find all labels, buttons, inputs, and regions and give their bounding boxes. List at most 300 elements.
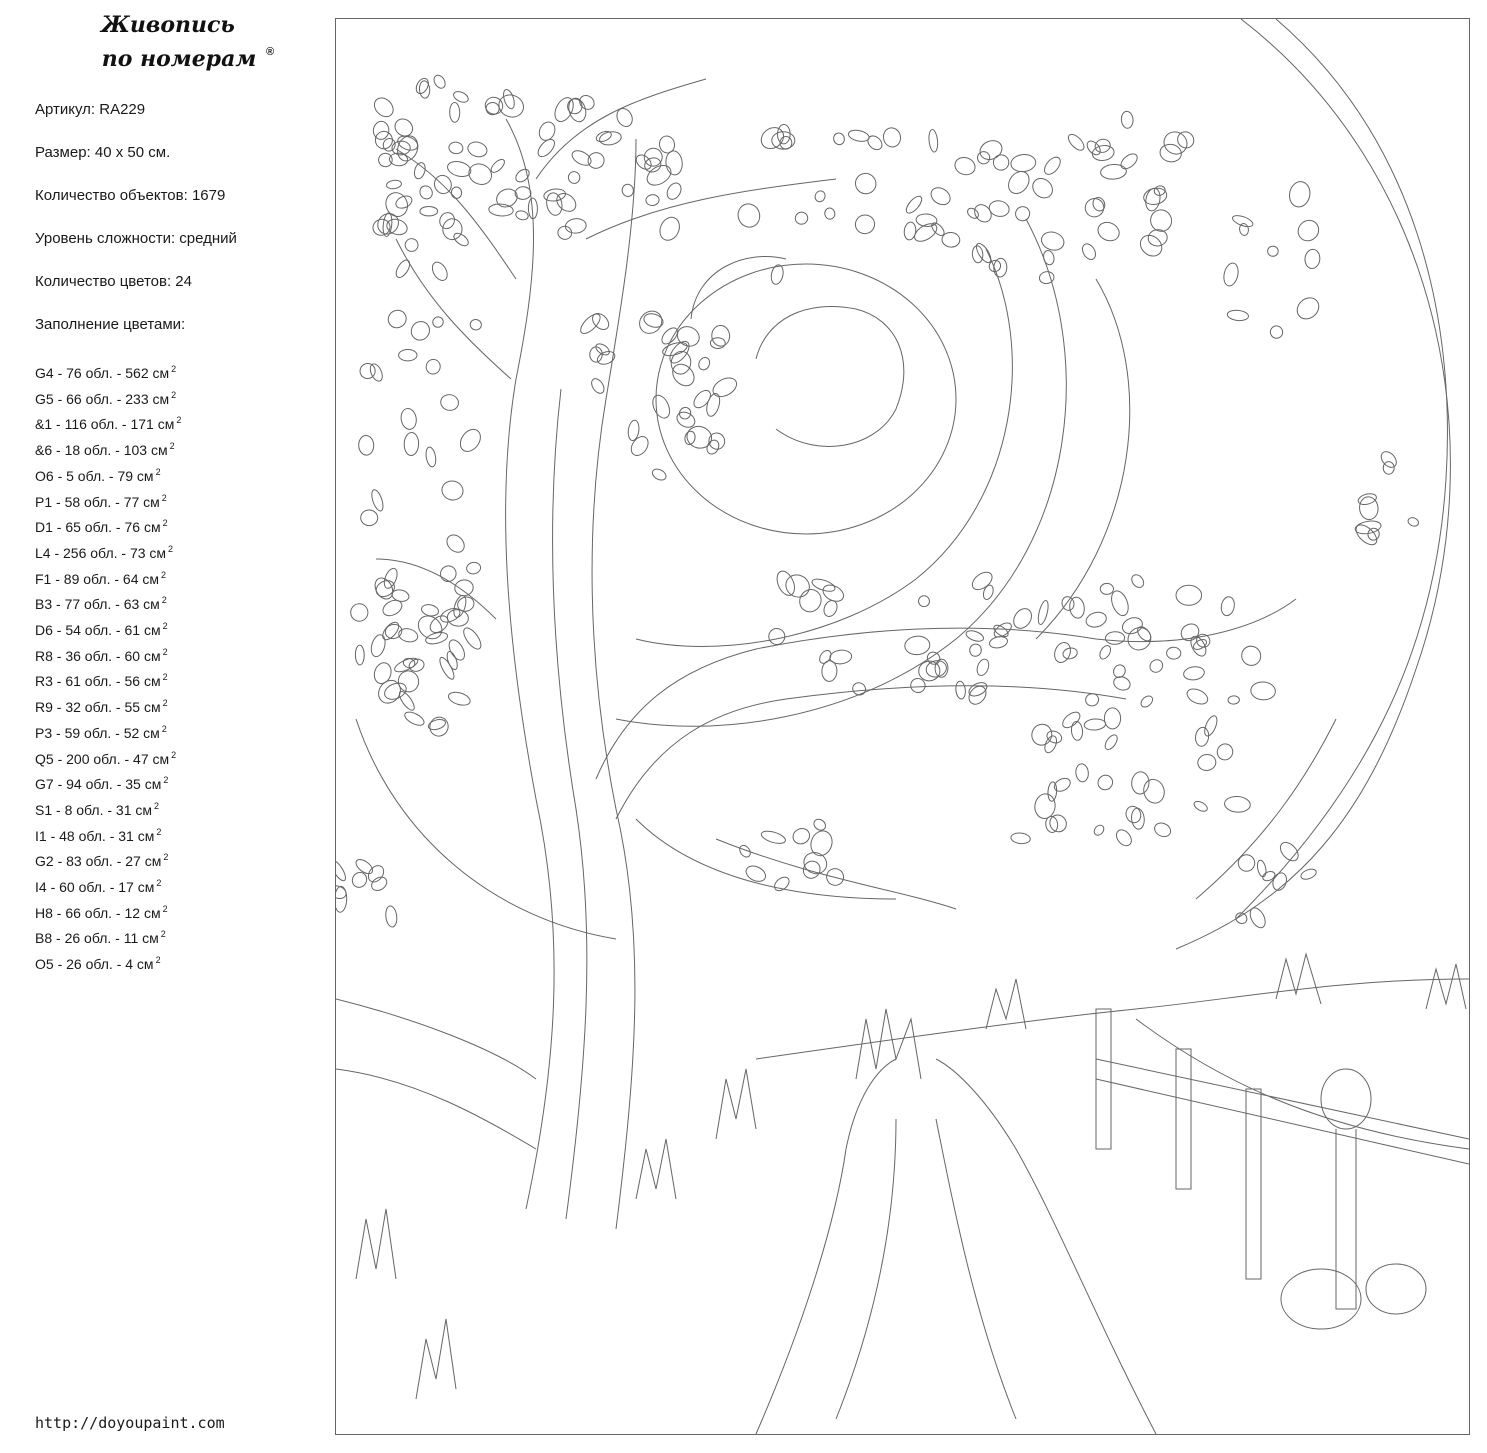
leaf-shape	[589, 376, 607, 395]
color-fill-unit-exponent: 2	[161, 595, 167, 606]
size-text: Размер: 40 х 50 см.	[35, 144, 171, 161]
color-fill-unit-exponent: 2	[162, 672, 168, 683]
color-fill-text: Q5 - 200 обл. - 47 см	[35, 750, 170, 767]
leaf-shape	[1042, 249, 1055, 265]
leaf-shape	[1227, 309, 1249, 321]
leaf-shape	[372, 661, 394, 686]
leaf-shape	[404, 237, 420, 253]
leaf-shape	[644, 161, 675, 189]
leaf-shape	[1197, 753, 1217, 771]
leaf-shape	[446, 159, 473, 179]
leaf-shape	[1039, 229, 1066, 252]
leaf-shape	[489, 157, 507, 174]
color-fill-item	[35, 719, 181, 745]
leaf-shape	[928, 129, 939, 152]
color-fill-item	[35, 873, 181, 899]
leaf-shape	[614, 106, 635, 129]
leaf-shape	[1215, 742, 1234, 762]
leaf-shape	[1176, 585, 1202, 605]
leaf-shape	[373, 121, 390, 140]
leaf-shape	[782, 571, 813, 601]
leaf-clusters	[336, 73, 1420, 930]
color-fill-text: H8 - 66 обл. - 12 см	[35, 904, 161, 921]
leaf-shape	[403, 709, 426, 727]
leaf-shape	[1010, 605, 1035, 631]
leaf-shape	[1111, 663, 1127, 680]
leaf-shape	[1378, 449, 1399, 471]
leaf-shape	[1100, 583, 1113, 594]
leaf-shape	[1188, 634, 1209, 659]
color-fill-unit-exponent: 2	[155, 955, 161, 966]
leaf-shape	[1194, 726, 1210, 747]
registered-mark: ®	[266, 46, 275, 58]
objects-count-text: Количество объектов: 1679	[35, 187, 226, 204]
leaf-shape	[1095, 219, 1122, 244]
leaf-shape	[515, 210, 529, 221]
leaf-shape	[446, 637, 468, 662]
color-fill-list	[35, 359, 181, 976]
leaf-shape	[697, 356, 712, 372]
leaf-shape	[427, 714, 451, 738]
leaf-shape	[1152, 820, 1172, 839]
leaf-shape	[1268, 324, 1285, 341]
leaf-shape	[393, 258, 412, 280]
color-fill-item	[35, 565, 181, 591]
leaf-shape	[1185, 686, 1210, 707]
color-fill-item	[35, 539, 181, 565]
leaf-shape	[1277, 839, 1302, 864]
leaf-shape	[399, 407, 417, 430]
color-fill-unit-exponent: 2	[163, 852, 169, 863]
color-fill-text: G7 - 94 обл. - 35 см	[35, 776, 162, 793]
leaf-shape	[466, 561, 482, 575]
leaf-shape	[442, 218, 462, 240]
leaf-shape	[1095, 772, 1115, 792]
leaf-shape	[1268, 246, 1279, 256]
leaf-shape	[420, 603, 439, 617]
color-fill-unit-exponent: 2	[162, 903, 168, 914]
leaf-shape	[982, 584, 995, 601]
leaf-shape	[448, 141, 464, 154]
leaf-shape	[817, 648, 833, 665]
leaf-shape	[1084, 610, 1108, 629]
leaf-shape	[382, 137, 397, 153]
color-fill-unit-exponent: 2	[169, 441, 175, 452]
road-outline	[756, 1059, 896, 1434]
leaf-shape	[1136, 231, 1166, 260]
color-fill-unit-exponent: 2	[176, 415, 182, 426]
leaf-shape	[1131, 771, 1150, 794]
color-fill-text: P3 - 59 обл. - 52 см	[35, 724, 160, 741]
large-moon-outline	[1176, 19, 1450, 949]
leaf-shape	[336, 858, 348, 882]
leaf-shape	[972, 245, 984, 263]
leaf-shape	[917, 594, 932, 609]
leaf-shape	[1228, 696, 1240, 705]
leaf-shape	[829, 649, 852, 665]
leaf-shape	[425, 446, 438, 467]
leaf-shape	[1010, 832, 1030, 844]
leaf-shape	[766, 625, 788, 647]
leaf-shape	[578, 311, 604, 337]
leaf-shape	[643, 156, 663, 174]
leaf-shape	[536, 120, 557, 143]
leaf-shape	[386, 179, 402, 189]
coloring-canvas	[335, 18, 1470, 1435]
leaf-shape	[1112, 675, 1132, 693]
color-fill-item	[35, 693, 181, 719]
leaf-shape	[380, 597, 404, 619]
color-fill-unit-exponent: 2	[160, 929, 166, 940]
color-fill-item	[35, 513, 181, 539]
leaf-shape	[488, 203, 513, 216]
leaf-shape	[1084, 718, 1106, 730]
leaf-shape	[668, 360, 698, 390]
lantern	[1321, 1069, 1371, 1129]
leaf-shape	[365, 863, 386, 885]
color-fill-item	[35, 667, 181, 693]
leaf-shape	[1013, 204, 1032, 223]
leaf-shape	[824, 207, 836, 220]
leaf-shape	[656, 214, 683, 243]
leaf-shape	[1304, 249, 1321, 270]
leaf-shape	[832, 131, 846, 146]
color-fill-item	[35, 359, 181, 385]
color-fill-text: &1 - 116 обл. - 171 см	[35, 416, 175, 433]
leaf-shape	[1131, 808, 1146, 830]
leaf-shape	[735, 201, 763, 230]
leaf-shape	[1010, 153, 1036, 172]
leaf-shape	[711, 325, 730, 347]
leaf-shape	[800, 849, 830, 878]
color-fill-text: G2 - 83 обл. - 27 см	[35, 853, 162, 870]
leaf-shape	[971, 201, 994, 225]
leaf-shape	[577, 93, 597, 113]
color-fill-item	[35, 950, 181, 976]
leaf-shape	[1144, 187, 1162, 212]
leaf-shape	[408, 318, 433, 344]
leaf-shape	[452, 594, 469, 619]
leaf-shape	[1043, 734, 1059, 754]
leaf-shape	[1033, 793, 1056, 820]
color-fill-text: S1 - 8 обл. - 31 см	[35, 801, 153, 818]
leaf-shape	[374, 209, 403, 238]
color-fill-text: B3 - 77 обл. - 63 см	[35, 596, 160, 613]
color-fill-item	[35, 822, 181, 848]
leaf-shape	[1407, 516, 1420, 528]
leaf-shape	[882, 126, 903, 149]
leaf-shape	[1141, 777, 1167, 806]
leaf-shape	[565, 218, 587, 234]
legend-panel	[0, 0, 320, 1453]
colors-count-text: Количество цветов: 24	[35, 273, 192, 290]
leaf-shape	[1139, 694, 1155, 710]
leaf-shape	[594, 342, 611, 358]
brand-logo	[100, 8, 280, 76]
leaf-shape	[677, 405, 693, 421]
leaf-shape	[1202, 714, 1219, 738]
leaf-shape	[469, 319, 482, 331]
leaf-shape	[437, 656, 456, 682]
color-fill-text: D1 - 65 обл. - 76 см	[35, 519, 161, 536]
color-fill-item	[35, 924, 181, 950]
line-art-drawing	[336, 19, 1469, 1434]
leaf-shape	[1194, 632, 1212, 650]
brand-line-1: Живопись	[101, 12, 235, 38]
color-fill-item	[35, 899, 181, 925]
leaf-shape	[404, 432, 419, 455]
color-fill-item	[35, 796, 181, 822]
leaf-shape	[460, 625, 484, 652]
leaf-shape	[355, 645, 364, 665]
leaf-shape	[916, 213, 938, 227]
leaf-shape	[447, 690, 472, 708]
leaf-shape	[586, 151, 606, 171]
leaf-shape	[431, 315, 446, 330]
leaf-shape	[710, 374, 740, 400]
color-fill-unit-exponent: 2	[162, 646, 168, 657]
color-fill-unit-exponent: 2	[162, 518, 168, 529]
leaf-shape	[373, 577, 397, 599]
leaf-shape	[437, 563, 459, 585]
leaf-shape	[424, 358, 441, 376]
leaf-shape	[450, 102, 460, 122]
color-fill-text: O6 - 5 обл. - 79 см	[35, 467, 154, 484]
leaf-shape	[374, 676, 405, 707]
leaf-shape	[1166, 647, 1181, 660]
color-fill-text: I4 - 60 обл. - 17 см	[35, 879, 155, 896]
leaf-shape	[1250, 681, 1276, 700]
leaf-shape	[628, 433, 652, 458]
leaf-shape	[953, 155, 978, 178]
leaf-shape	[853, 213, 877, 236]
leaf-shape	[1004, 167, 1033, 197]
leaf-shape	[1029, 175, 1057, 202]
leaf-shape	[1100, 164, 1127, 180]
leaf-shape	[420, 207, 438, 216]
leaf-shape	[1052, 640, 1073, 665]
leaf-shape	[737, 843, 752, 859]
color-fill-unit-exponent: 2	[171, 749, 177, 760]
leaf-shape	[621, 183, 634, 197]
leaf-shape	[399, 350, 417, 361]
small-moon-outline	[656, 264, 956, 534]
leaf-shape	[1052, 776, 1072, 794]
color-fill-unit-exponent: 2	[155, 466, 161, 477]
leaf-shape	[369, 874, 389, 893]
leaf-shape	[440, 479, 465, 503]
leaf-shape	[635, 307, 666, 338]
leaf-shape	[1113, 827, 1134, 849]
leaf-shape	[1124, 804, 1143, 825]
color-fill-text: R9 - 32 обл. - 55 см	[35, 699, 161, 716]
leaf-shape	[1192, 799, 1208, 813]
leaf-shape	[370, 488, 386, 512]
article-text: Артикул: RA229	[35, 101, 146, 118]
product-info	[35, 99, 237, 357]
fill-heading: Заполнение цветами:	[35, 316, 186, 333]
color-fill-text: G5 - 66 обл. - 233 см	[35, 390, 170, 407]
color-fill-text: R8 - 36 обл. - 60 см	[35, 647, 161, 664]
leaf-shape	[904, 635, 931, 656]
color-fill-unit-exponent: 2	[161, 569, 167, 580]
leaf-shape	[368, 362, 385, 383]
leaf-shape	[796, 586, 825, 616]
website-link[interactable]: http://doyoupaint.com	[35, 1414, 225, 1432]
color-fill-unit-exponent: 2	[154, 800, 160, 811]
leaf-shape	[1085, 139, 1103, 158]
color-fill-item	[35, 410, 181, 436]
leaf-shape	[665, 150, 684, 176]
leaf-shape	[444, 532, 468, 556]
leaf-shape	[968, 643, 982, 657]
leaf-shape	[1147, 228, 1168, 247]
leaf-shape	[969, 569, 995, 594]
leaf-shape	[501, 88, 516, 110]
color-fill-unit-exponent: 2	[156, 826, 162, 837]
leaf-shape	[385, 307, 410, 331]
color-fill-item	[35, 642, 181, 668]
leaf-shape	[760, 829, 787, 846]
leaf-shape	[545, 192, 564, 217]
color-fill-unit-exponent: 2	[156, 878, 162, 889]
leaf-shape	[1220, 596, 1236, 617]
leaf-shape	[1080, 242, 1098, 262]
leaf-shape	[396, 669, 421, 695]
leaf-shape	[369, 633, 387, 658]
leaf-shape	[847, 129, 870, 144]
leaf-shape	[1238, 642, 1265, 669]
leaf-shape	[808, 828, 836, 859]
leaf-shape	[1183, 665, 1205, 681]
leaf-shape	[794, 211, 809, 225]
leaf-shape	[1261, 870, 1276, 883]
leaf-shape	[336, 886, 347, 912]
difficulty-text: Уровень сложности: средний	[35, 230, 237, 247]
color-fill-item	[35, 745, 181, 771]
leaf-shape	[1270, 871, 1288, 892]
leaf-shape	[466, 140, 489, 159]
color-fill-text: G4 - 76 обл. - 562 см	[35, 365, 170, 381]
leaf-shape	[1294, 216, 1323, 245]
color-fill-text: L4 - 256 обл. - 73 см	[35, 544, 167, 561]
leaf-shape	[1038, 270, 1055, 284]
leaf-shape	[358, 435, 374, 455]
leaf-shape	[382, 189, 411, 219]
leaf-shape	[744, 863, 769, 884]
leaf-shape	[1075, 763, 1089, 782]
leaf-shape	[454, 579, 474, 597]
color-fill-item	[35, 385, 181, 411]
leaf-shape	[439, 393, 459, 411]
leaf-shape	[1147, 657, 1165, 675]
leaf-shape	[371, 94, 397, 120]
leaf-shape	[360, 510, 378, 526]
leaf-shape	[1120, 615, 1145, 637]
leaf-shape	[567, 171, 580, 185]
leaf-shape	[1293, 294, 1323, 324]
leaf-shape	[413, 161, 427, 180]
leaf-shape	[1104, 708, 1120, 729]
leaf-shape	[908, 676, 927, 695]
leaf-shape	[812, 817, 828, 832]
leaf-shape	[649, 393, 672, 421]
color-fill-text: O5 - 26 обл. - 4 см	[35, 956, 154, 973]
color-fill-unit-exponent: 2	[161, 723, 167, 734]
leaf-shape	[705, 438, 721, 456]
color-fill-item	[35, 488, 181, 514]
color-fill-unit-exponent: 2	[162, 698, 168, 709]
leaf-shape	[975, 657, 991, 677]
leaf-shape	[851, 681, 868, 698]
leaf-shape	[651, 467, 668, 482]
leaf-shape	[634, 152, 654, 172]
leaf-shape	[991, 153, 1010, 172]
leaf-shape	[1066, 132, 1087, 153]
tree-trunk	[506, 119, 555, 1209]
leaf-shape	[1222, 262, 1240, 288]
leaf-shape	[432, 73, 448, 90]
leaf-shape	[1029, 722, 1054, 748]
color-fill-item	[35, 616, 181, 642]
leaf-shape	[378, 153, 393, 168]
leaf-shape	[645, 194, 659, 206]
leaf-shape	[1092, 823, 1106, 837]
leaf-shape	[486, 102, 500, 115]
leaf-shape	[451, 187, 462, 199]
leaf-shape	[1353, 521, 1381, 548]
leaf-shape	[1256, 859, 1267, 877]
color-fill-unit-exponent: 2	[171, 364, 177, 374]
brand-line-2: по номерам	[101, 46, 257, 72]
leaf-shape	[456, 425, 484, 455]
leaf-shape	[349, 602, 369, 622]
leaf-shape	[1098, 644, 1113, 661]
color-fill-item	[35, 590, 181, 616]
color-fill-unit-exponent: 2	[161, 492, 167, 503]
leaf-shape	[1300, 867, 1318, 881]
leaf-shape	[1383, 462, 1394, 475]
leaf-shape	[566, 96, 589, 124]
leaf-shape	[1036, 600, 1050, 626]
leaf-shape	[1071, 721, 1084, 741]
color-fill-text: D6 - 54 обл. - 61 см	[35, 622, 161, 639]
leaf-shape	[851, 169, 880, 198]
leaf-shape	[1105, 631, 1125, 644]
color-fill-text: I1 - 48 обл. - 31 см	[35, 827, 155, 844]
leaf-shape	[791, 826, 813, 847]
leaf-shape	[904, 194, 925, 216]
leaf-shape	[417, 184, 434, 202]
leaf-shape	[1068, 596, 1085, 619]
leaf-shape	[661, 340, 689, 358]
leaf-shape	[974, 241, 994, 265]
leaf-shape	[987, 258, 1003, 274]
leaf-shape	[704, 392, 722, 418]
leaf-shape	[414, 76, 431, 95]
leaf-shape	[965, 629, 985, 643]
color-fill-item	[35, 770, 181, 796]
leaf-shape	[925, 650, 942, 667]
leaf-shape	[1234, 911, 1249, 926]
leaf-shape	[977, 137, 1005, 163]
leaf-shape	[394, 194, 414, 211]
color-fill-text: R3 - 61 обл. - 56 см	[35, 673, 161, 690]
color-fill-unit-exponent: 2	[168, 543, 174, 554]
leaf-shape	[553, 190, 579, 215]
leaf-shape	[385, 905, 398, 927]
leaf-shape	[865, 133, 884, 152]
